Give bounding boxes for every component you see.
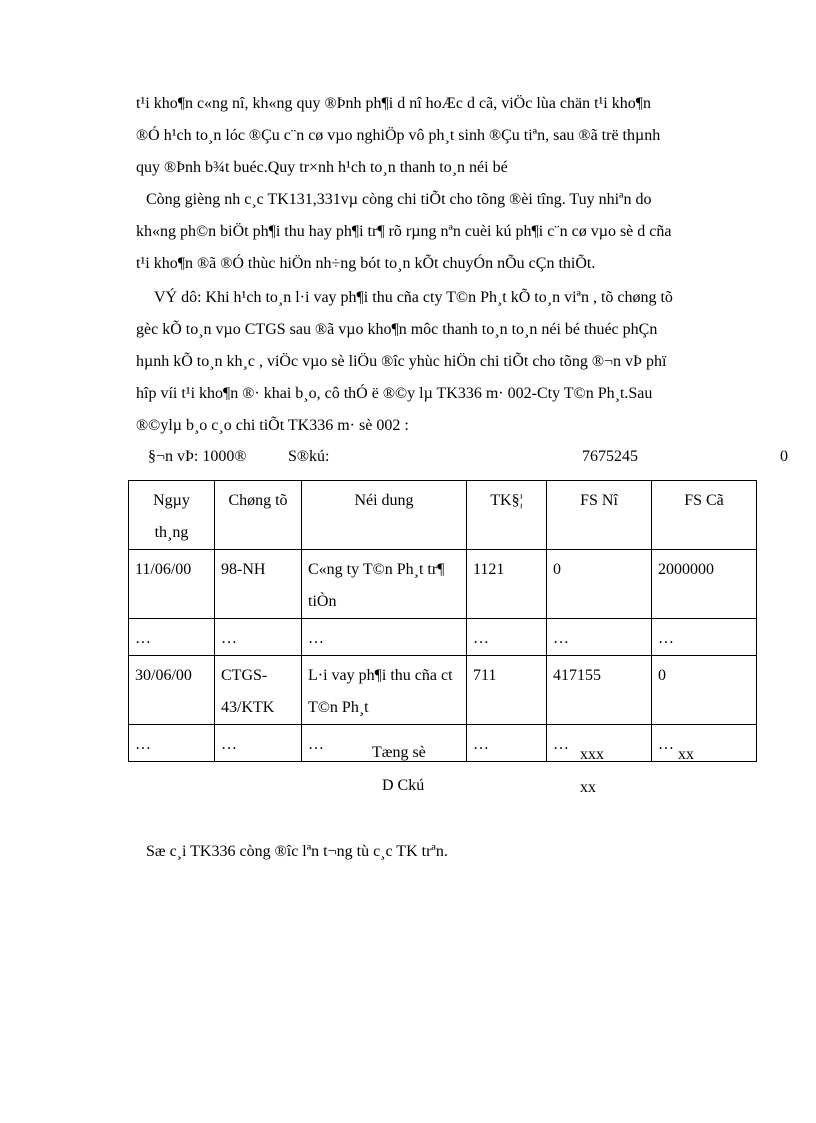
paragraph-2 xyxy=(136,184,786,280)
cell-debit: … xyxy=(547,619,652,656)
table-header-row xyxy=(129,481,757,550)
table-row xyxy=(129,656,757,725)
totals-debit: xxx xyxy=(580,746,604,763)
text-line: kh«ng ph©n biÖt ph¶i thu hay ph¶i tr¶ rõ rµng nªn cuèi kú ph¶i c¨n cø vµo sè d cña xyxy=(136,223,672,240)
table-row xyxy=(129,725,757,762)
cell-voucher: CTGS-43/KTK xyxy=(215,656,302,725)
report-unit: §¬n vÞ: 1000® xyxy=(148,448,247,465)
report-opening-label: S®kú: xyxy=(288,448,330,465)
cell-voucher: 98-NH xyxy=(215,550,302,619)
closing-paragraph: Sæ c¸i TK336 còng ®îc lªn t¬ng tù c¸c TK trªn. xyxy=(146,843,448,860)
header-credit: FS Cã xyxy=(652,481,757,550)
cell-account: 711 xyxy=(467,656,547,725)
cell-debit: 0 xyxy=(547,550,652,619)
cell-credit: 0 xyxy=(652,656,757,725)
text-line: hîp víi t¹i kho¶n ®· khai b¸o, cô thÓ ë ®©y lµ TK336 m· 002-Cty T©n Ph¸t.Sau xyxy=(136,385,653,402)
header-account: TK§¦ xyxy=(467,481,547,550)
cell-voucher: … xyxy=(215,619,302,656)
cell-debit: … xyxy=(547,725,652,762)
text-line: VÝ dô: Khi h¹ch to¸n l·i vay ph¶i thu cña cty T©n Ph¸t kÕ to¸n viªn , tõ chøng tõ xyxy=(154,289,673,306)
cell-voucher: … xyxy=(215,725,302,762)
text-line: hµnh kÕ to¸n kh¸c , viÖc vµo sè liÖu ®îc yhùc hiÖn chi tiÕt cho tõng ®¬n vÞ phï xyxy=(136,353,667,370)
cell-credit: 2000000 xyxy=(652,550,757,619)
cell-description: C«ng ty T©n Ph¸t tr¶ tiÒn xyxy=(302,550,467,619)
table-row xyxy=(129,619,757,656)
cell-account: … xyxy=(467,725,547,762)
cell-description: L·i vay ph¶i thu cña ct T©n Ph¸t xyxy=(302,656,467,725)
cell-debit: 417155 xyxy=(547,656,652,725)
totals-label: Tæng sè xyxy=(372,744,426,761)
cell-date: … xyxy=(129,725,215,762)
cell-account: 1121 xyxy=(467,550,547,619)
totals-credit: xx xyxy=(678,746,694,763)
text-line: t¹i kho¶n c«ng nî, kh«ng quy ®Þnh ph¶i d nî hoÆc d cã, viÖc lùa chän t¹i kho¶n xyxy=(136,95,651,112)
paragraph-3 xyxy=(136,282,786,442)
ledger-table xyxy=(128,480,757,762)
cell-credit: … xyxy=(652,619,757,656)
cell-date: … xyxy=(129,619,215,656)
closing-debit: xx xyxy=(580,779,596,796)
text-line: gèc kÕ to¸n vµo CTGS sau ®ã vµo kho¶n môc thanh to¸n to¸n néi bé thuéc phÇn xyxy=(136,321,658,338)
text-line: ®Ó h¹ch to¸n lóc ®Çu c¨n cø vµo nghiÖp vô ph¸t sinh ®Çu tiªn, sau ®ã trë thµnh xyxy=(136,127,661,144)
cell-account: … xyxy=(467,619,547,656)
report-opening-debit: 7675245 xyxy=(582,448,638,465)
text-line: ®©ylµ b¸o c¸o chi tiÕt TK336 m· sè 002 : xyxy=(136,417,409,434)
table-row xyxy=(129,550,757,619)
text-line: Còng gièng nh c¸c TK131,331vµ còng chi tiÕt cho tõng ®èi tîng. Tuy nhiªn do xyxy=(146,191,652,208)
cell-credit: … xyxy=(652,725,757,762)
closing-label: D Ckú xyxy=(382,777,425,794)
header-date: Ngµy th¸ng xyxy=(129,481,215,550)
text-line: quy ®Þnh b¾t buéc.Quy tr×nh h¹ch to¸n thanh to¸n néi bé xyxy=(136,159,508,176)
header-voucher: Chøng tõ xyxy=(215,481,302,550)
cell-date: 11/06/00 xyxy=(129,550,215,619)
header-description: Néi dung xyxy=(302,481,467,550)
cell-date: 30/06/00 xyxy=(129,656,215,725)
report-opening-credit: 0 xyxy=(780,448,788,465)
cell-description: … xyxy=(302,725,467,762)
text-line: t¹i kho¶n ®ã ®Ó thùc hiÖn nh÷ng bót to¸n kÕt chuyÓn nÕu cÇn thiÕt. xyxy=(136,255,596,272)
paragraph-1 xyxy=(136,88,786,184)
header-debit: FS Nî xyxy=(547,481,652,550)
cell-description: … xyxy=(302,619,467,656)
